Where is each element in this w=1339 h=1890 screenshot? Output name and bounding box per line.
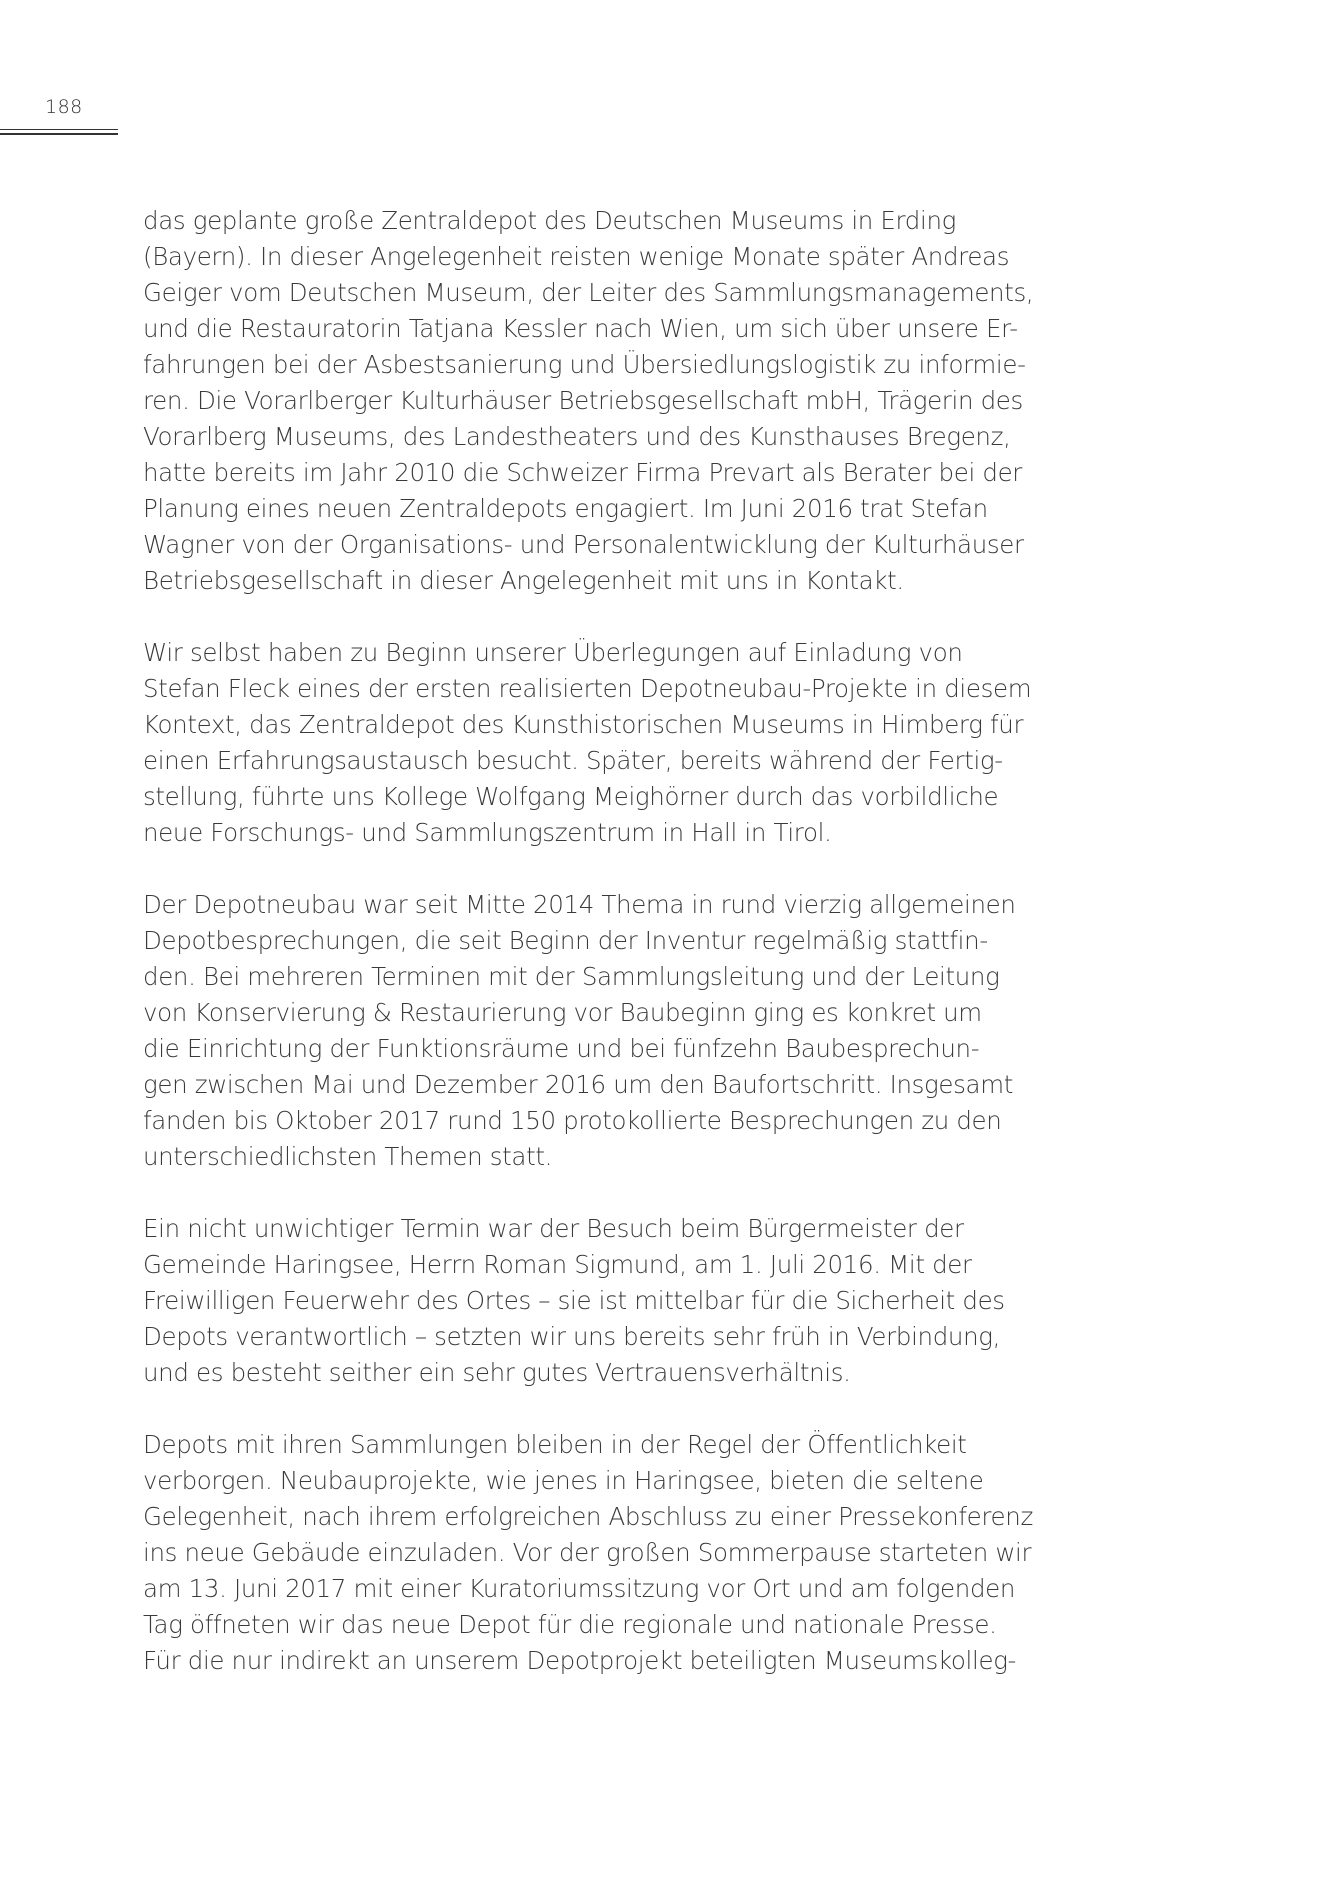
text-line: Ein nicht unwichtiger Termin war der Besuch beim Bürgermeister der (143, 1214, 964, 1243)
text-line: unterschiedlichsten Themen statt. (143, 1142, 553, 1171)
text-line: Betriebsgesellschaft in dieser Angelegenheit mit uns in Kontakt. (143, 566, 904, 595)
paragraph-3 (143, 887, 1043, 1175)
text-line: und die Restauratorin Tatjana Kessler nach Wien, um sich über unsere Er- (143, 314, 1018, 343)
text-line: einen Erfahrungsaustausch besucht. Später, bereits während der Fertig- (143, 746, 1003, 775)
paragraph-5 (143, 1427, 1043, 1679)
text-line: (Bayern). In dieser Angelegenheit reisten wenige Monate später Andreas (143, 242, 1010, 271)
text-line: Vorarlberg Museums, des Landestheaters und des Kunsthauses Bregenz, (143, 422, 1011, 451)
header-rule-thick (0, 133, 118, 135)
paragraph-2 (143, 635, 1043, 851)
text-line: Gemeinde Haringsee, Herrn Roman Sigmund, am 1. Juli 2016. Mit der (143, 1250, 972, 1279)
paragraph-4 (143, 1211, 1043, 1391)
text-line: Depots verantwortlich – setzten wir uns bereits sehr früh in Verbindung, (143, 1322, 1001, 1351)
text-line: am 13. Juni 2017 mit einer Kuratoriumssitzung vor Ort und am folgenden (143, 1574, 1016, 1603)
text-line: hatte bereits im Jahr 2010 die Schweizer Firma Prevart als Berater bei der (143, 458, 1023, 487)
text-line: fahrungen bei der Asbestsanierung und Übersiedlungslogistik zu informie- (143, 350, 1026, 379)
header-rule-thin (0, 129, 118, 130)
paragraph-gap (143, 1391, 1043, 1427)
text-line: gen zwischen Mai und Dezember 2016 um den Baufortschritt. Insgesamt (143, 1070, 1013, 1099)
text-line: neue Forschungs- und Sammlungszentrum in Hall in Tirol. (143, 818, 832, 847)
text-line: Für die nur indirekt an unserem Depotprojekt beteiligten Museumskolleg- (143, 1646, 1017, 1675)
text-line: die Einrichtung der Funktionsräume und bei fünfzehn Baubesprechun- (143, 1034, 980, 1063)
text-line: Freiwilligen Feuerwehr des Ortes – sie ist mittelbar für die Sicherheit des (143, 1286, 1005, 1315)
text-line: verborgen. Neubauprojekte, wie jenes in Haringsee, bieten die seltene (143, 1466, 984, 1495)
body-text (143, 203, 1043, 1679)
text-line: den. Bei mehreren Terminen mit der Sammlungsleitung und der Leitung (143, 962, 1000, 991)
text-line: stellung, führte uns Kollege Wolfgang Meighörner durch das vorbildliche (143, 782, 999, 811)
text-line: Gelegenheit, nach ihrem erfolgreichen Abschluss zu einer Pressekonferenz (143, 1502, 1033, 1531)
page-number: 188 (45, 96, 83, 118)
text-line: ins neue Gebäude einzuladen. Vor der großen Sommerpause starteten wir (143, 1538, 1032, 1567)
text-line: Depotbesprechungen, die seit Beginn der Inventur regelmäßig stattfin- (143, 926, 988, 955)
paragraph-gap (143, 851, 1043, 887)
text-line: Stefan Fleck eines der ersten realisierten Depotneubau-Projekte in diesem (143, 674, 1032, 703)
text-line: Planung eines neuen Zentraldepots engagiert. Im Juni 2016 trat Stefan (143, 494, 988, 523)
text-line: und es besteht seither ein sehr gutes Vertrauensverhältnis. (143, 1358, 851, 1387)
text-line: Wagner von der Organisations- und Personalentwicklung der Kulturhäuser (143, 530, 1024, 559)
text-line: Depots mit ihren Sammlungen bleiben in der Regel der Öffentlichkeit (143, 1430, 967, 1459)
paragraph-gap (143, 599, 1043, 635)
text-line: Tag öffneten wir das neue Depot für die regionale und nationale Presse. (143, 1610, 997, 1639)
text-line: Der Depotneubau war seit Mitte 2014 Thema in rund vierzig allgemeinen (143, 890, 1016, 919)
text-line: Wir selbst haben zu Beginn unserer Überlegungen auf Einladung von (143, 638, 963, 667)
text-line: ren. Die Vorarlberger Kulturhäuser Betriebsgesellschaft mbH, Trägerin des (143, 386, 1023, 415)
paragraph-gap (143, 1175, 1043, 1211)
text-line: von Konservierung & Restaurierung vor Baubeginn ging es konkret um (143, 998, 982, 1027)
text-line: das geplante große Zentraldepot des Deutschen Museums in Erding (143, 206, 956, 235)
text-line: Geiger vom Deutschen Museum, der Leiter des Sammlungsmanagements, (143, 278, 1034, 307)
text-line: fanden bis Oktober 2017 rund 150 protokollierte Besprechungen zu den (143, 1106, 1002, 1135)
paragraph-1 (143, 203, 1043, 599)
text-line: Kontext, das Zentraldepot des Kunsthistorischen Museums in Himberg für (143, 710, 1024, 739)
